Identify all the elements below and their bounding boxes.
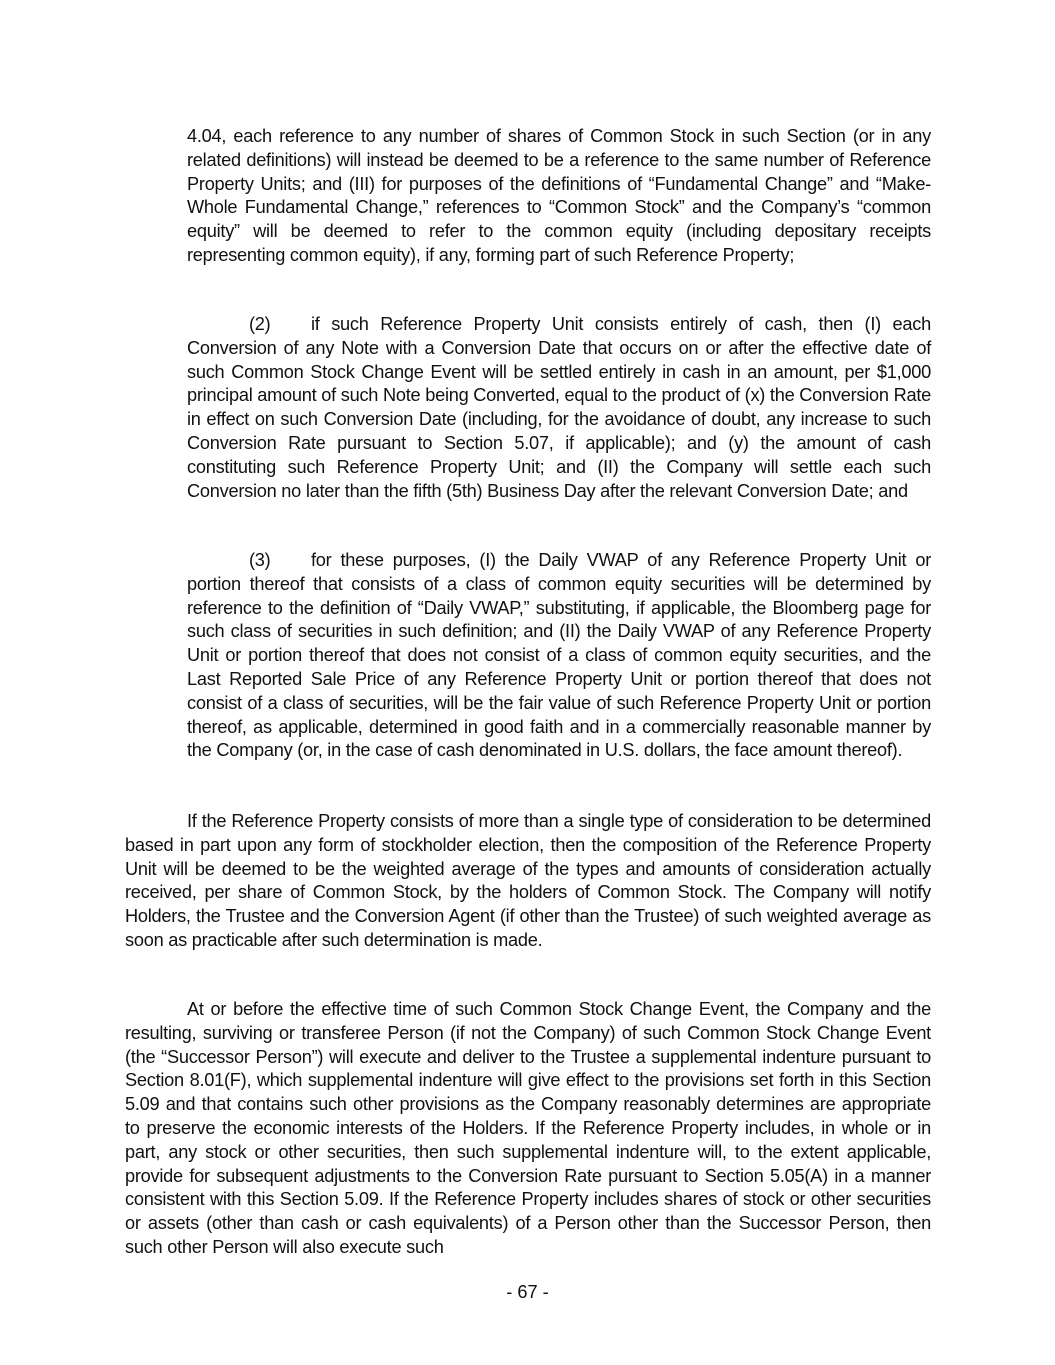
clause-3	[187, 549, 931, 763]
paragraph-continuation	[187, 125, 931, 268]
clause-text: for these purposes, (I) the Daily VWAP of any Reference Property Unit or portion thereof that consists of a class of common equity securities will be determined by reference to the definition of “Daily VWAP,” substituting, if applicable, the Bloomberg page for such class of securities in such definition; and (II) the Daily VWAP of any Reference Property Unit or portion thereof that does not consist of a class of common equity securities, and the Last Reported Sale Price of any Reference Property Unit or portion thereof that does not consist of a class of securities, will be the fair value of such Reference Property Unit or portion thereof, as applicable, determined in good faith and in a commercially reasonable manner by the Company (or, in the case of cash denominated in U.S. dollars, the face amount thereof).	[187, 550, 931, 761]
paragraph-text: 4.04, each reference to any number of shares of Common Stock in such Section (or in any related definitions) will instead be deemed to be a reference to the same number of Reference Property Units; and (III) for purposes of the definitions of “Fundamental Change” and “Make-Whole Fundamental Change,” references to “Common Stock” and the Company’s “common equity” will be deemed to refer to the common equity (including depositary receipts representing common equity), if any, forming part of such Reference Property;	[187, 126, 931, 265]
paragraph-text: At or before the effective time of such Common Stock Change Event, the Company and the resulting, surviving or transferee Person (if not the Company) of such Common Stock Change Event (the “Successor Person”) will execute and deliver to the Trustee a supplemental indenture pursuant to Section 8.01(F), which supplemental indenture will give effect to the provisions set forth in this Section 5.09 and that contains such other provisions as the Company reasonably determines are appropriate to preserve the economic interests of the Holders. If the Reference Property includes, in whole or in part, any stock or other securities, then such supplemental indenture will, to the extent applicable, provide for subsequent adjustments to the Conversion Rate pursuant to Section 5.05(A) in a manner consistent with this Section 5.09. If the Reference Property includes shares of stock or other securities or assets (other than cash or cash equivalents) of a Person other than the Successor Person, then such other Person will also execute such	[125, 999, 931, 1257]
page-number: - 67 -	[506, 1282, 549, 1302]
paragraph-successor-person	[125, 998, 931, 1260]
clause-text: if such Reference Property Unit consists entirely of cash, then (I) each Conversion of any Note with a Conversion Date that occurs on or after the effective date of such Common Stock Change Event will be settled entirely in cash in an amount, per $1,000 principal amount of such Note being Converted, equal to the product of (x) the Conversion Rate in effect on such Conversion Date (including, for the avoidance of doubt, any increase to such Conversion Rate pursuant to Section 5.07, if applicable); and (y) the amount of cash constituting such Reference Property Unit; and (II) the Company will settle each such Conversion no later than the fifth (5th) Business Day after the relevant Conversion Date; and	[187, 314, 931, 501]
clause-2	[187, 313, 931, 503]
clause-number: (2)	[249, 314, 271, 334]
paragraph-weighted-average	[125, 810, 931, 953]
clause-number: (3)	[249, 550, 271, 570]
paragraph-text: If the Reference Property consists of more than a single type of consideration to be determined based in part upon any form of stockholder election, then the composition of the Reference Property Unit will be deemed to be the weighted average of the types and amounts of consideration actually received, per share of Common Stock, by the holders of Common Stock. The Company will notify Holders, the Trustee and the Conversion Agent (if other than the Trustee) of such weighted average as soon as practicable after such determination is made.	[125, 811, 931, 950]
